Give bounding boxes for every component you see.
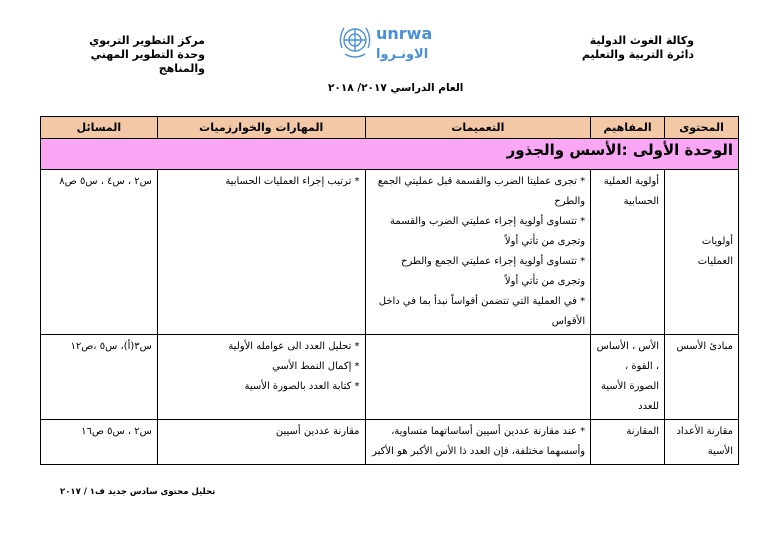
table-row	[41, 335, 739, 420]
row-concepts: الأس ، الأساس ، القوة ، الصورة الأسية للعدد	[591, 335, 665, 420]
center-name: مركز التطوير التربوي	[89, 34, 205, 47]
row-problems: س٢ ، س٥ ص١٦	[41, 420, 158, 465]
row-skills	[157, 420, 365, 465]
header-generalizations: التعميمات	[365, 117, 591, 139]
center-header	[60, 34, 205, 76]
row-content: مقارنة الأعداد الأسية	[665, 420, 739, 465]
table-header-row	[41, 117, 739, 139]
row-content: أولويات العمليات	[665, 170, 739, 335]
row-concepts: المقارنة	[591, 420, 665, 465]
skill-item: مقارنة عددين أسيين	[275, 426, 360, 437]
skill-item: * كتابة العدد بالصورة الأسية	[244, 381, 360, 392]
agency-header	[582, 34, 694, 62]
svg-text:الاونـروا: الاونـروا	[376, 47, 429, 62]
unit-title: الوحدة الأولى :الأسس والجذور	[41, 139, 739, 170]
generalization-item: * عند مقارنة عددين أسيين أساساتهما متساوية، وأسسهما مختلفة، فإن العدد ذا الأس الأكبر هو الأكبر	[372, 426, 586, 457]
header-content: المحتوى	[665, 117, 739, 139]
table-row	[41, 170, 739, 335]
row-generalizations	[365, 170, 591, 335]
un-emblem-icon	[336, 18, 448, 68]
row-skills	[157, 335, 365, 420]
header-problems: المسائل	[41, 117, 158, 139]
svg-text:unrwa: unrwa	[376, 24, 433, 43]
skill-item: * تحليل العدد الى عوامله الأولية	[228, 341, 360, 352]
content-analysis-table	[40, 116, 739, 465]
row-generalizations	[365, 335, 591, 420]
skill-item: * إكمال النمط الأسي	[272, 361, 360, 372]
table-row	[41, 420, 739, 465]
header-concepts: المفاهيم	[591, 117, 665, 139]
row-generalizations	[365, 420, 591, 465]
school-year: العام الدراسي ٢٠١٧/ ٢٠١٨	[328, 82, 464, 94]
row-problems: س٢ ، س٤ ، س٥ ص٨	[41, 170, 158, 335]
unrwa-logo	[336, 18, 448, 68]
skill-item: * ترتيب إجراء العمليات الحسابية	[225, 176, 360, 187]
generalization-item: * تجرى عمليتا الضرب والقسمة قبل عمليتي الجمع والطرح	[377, 176, 586, 207]
generalization-item: * تتساوى أولوية إجراء عمليتي الجمع والطرح وتجرى من تأتي أولاً	[401, 256, 586, 287]
unit-title-row	[41, 139, 739, 170]
row-concepts: أولوية العملية الحسابية	[591, 170, 665, 335]
footer-note: تحليل محتوى سادس جديد ف١ / ٢٠١٧	[60, 487, 216, 497]
header-skills: المهارات والخوارزميات	[157, 117, 365, 139]
department-name: دائرة التربية والتعليم	[581, 48, 694, 61]
generalization-item: * تتساوى أولوية إجراء عمليتي الضرب والقسمة وتجرى من تأتي أولاً	[390, 216, 586, 247]
row-content: مبادئ الأسس	[665, 335, 739, 420]
agency-name: وكالة الغوث الدولية	[589, 34, 694, 47]
unit-name: وحدة التطوير المهني والمناهج	[90, 48, 205, 75]
row-problems: س٣(أ)، س٥ ،ص١٢	[41, 335, 158, 420]
row-skills	[157, 170, 365, 335]
generalization-item: * في العملية التي تتضمن أقواساً نبدأ بما في داخل الأقواس	[378, 296, 586, 327]
